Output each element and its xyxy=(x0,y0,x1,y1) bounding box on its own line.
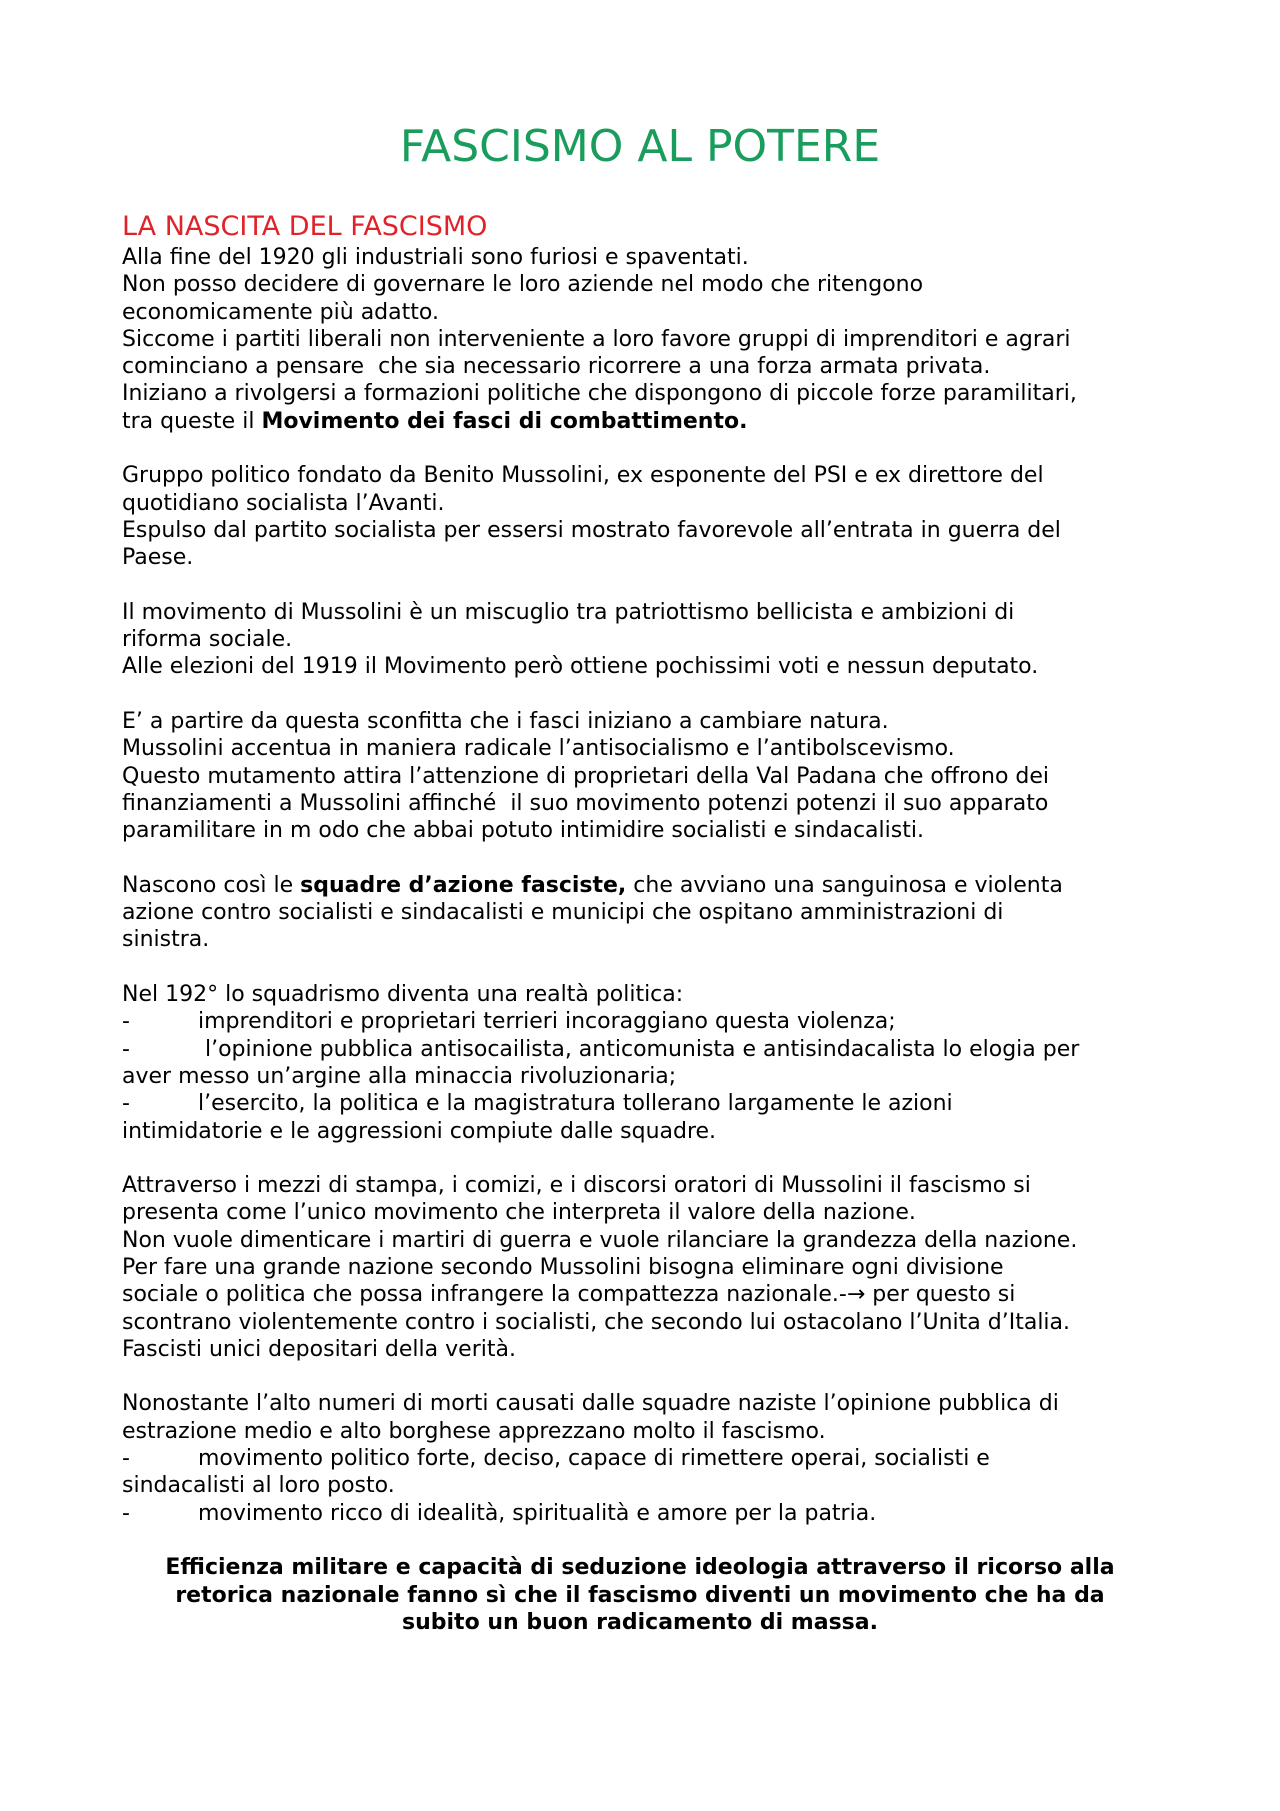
text-line: intimidatorie e le aggressioni compiute dalle squadre. xyxy=(122,1118,717,1144)
paragraph-8 xyxy=(122,1390,1158,1526)
text-line: sociale o politica che possa infrangere la compattezza nazionale.-→ per questo si xyxy=(122,1282,1016,1308)
text-line: Gruppo politico fondato da Benito Mussolini, ex esponente del PSI e ex direttore del xyxy=(122,463,1044,489)
text-line: presenta come l’unico movimento che interpreta il valore della nazione. xyxy=(122,1200,916,1226)
text-line: Questo mutamento attira l’attenzione di proprietari della Val Padana che offrono dei xyxy=(122,763,1050,789)
bullet-dash: - xyxy=(122,1500,130,1526)
text-line: paramilitare in m odo che abbai potuto intimidire socialisti e sindacalisti. xyxy=(122,818,924,844)
text-line: estrazione medio e alto borghese apprezzano molto il fascismo. xyxy=(122,1418,826,1444)
text-line: scontrano violentemente contro i socialisti, che secondo lui ostacolano l’Unita d’Italia. xyxy=(122,1309,1071,1335)
bold-term: squadre d’azione fasciste, xyxy=(300,872,627,898)
conclusion-line: retorica nazionale fanno sì che il fascismo diventi un movimento che ha da xyxy=(175,1582,1105,1608)
text-line: cominciano a pensare che sia necessario ricorrere a una forza armata privata. xyxy=(122,354,991,380)
text-line: Attraverso i mezzi di stampa, i comizi, e i discorsi oratori di Mussolini il fascismo si xyxy=(122,1173,1031,1199)
paragraph-1 xyxy=(122,244,1158,435)
text-line: Non vuole dimenticare i martiri di guerra e vuole rilanciare la grandezza della nazione. xyxy=(122,1227,1078,1253)
bullet-text: movimento ricco di idealità, spiritualità e amore per la patria. xyxy=(198,1500,877,1526)
page-title: FASCISMO AL POTERE xyxy=(399,121,881,172)
text-run: che avviano una sanguinosa e violenta xyxy=(626,872,1063,898)
text-line: quotidiano socialista l’Avanti. xyxy=(122,490,445,516)
bullet-item xyxy=(122,1500,1158,1527)
text-line: Siccome i partiti liberali non interveniente a loro favore gruppi di imprenditori e agrari xyxy=(122,326,1071,352)
text-line: Iniziano a rivolgersi a formazioni politiche che dispongono di piccole forze paramilitari, xyxy=(122,381,1077,407)
bullet-item xyxy=(122,1445,1158,1472)
conclusion-line: Efficienza militare e capacità di seduzione ideologia attraverso il ricorso alla xyxy=(165,1555,1115,1581)
bullet-dash: - xyxy=(122,1036,130,1062)
text-line: Espulso dal partito socialista per essersi mostrato favorevole all’entrata in guerra del xyxy=(122,517,1061,543)
paragraph-3 xyxy=(122,599,1158,681)
text-line: sinistra. xyxy=(122,927,210,953)
text-line: azione contro socialisti e sindacalisti e municipi che ospitano amministrazioni di xyxy=(122,900,1004,926)
text-line: sindacalisti al loro posto. xyxy=(122,1473,395,1499)
text-line: Fascisti unici depositari della verità. xyxy=(122,1336,516,1362)
bullet-text: movimento politico forte, deciso, capace di rimettere operai, socialisti e xyxy=(198,1446,990,1472)
bullet-text: imprenditori e proprietari terrieri incoraggiano questa violenza; xyxy=(198,1009,896,1035)
text-line: Alla fine del 1920 gli industriali sono furiosi e spaventati. xyxy=(122,245,749,270)
text-line: Paese. xyxy=(122,545,194,571)
bullet-dash: - xyxy=(122,1446,130,1472)
text-line: riforma sociale. xyxy=(122,627,293,653)
text-line: aver messo un’argine alla minaccia rivoluzionaria; xyxy=(122,1063,677,1089)
paragraph-6 xyxy=(122,981,1158,1145)
bullet-text: l’esercito, la politica e la magistratura tollerano largamente le azioni xyxy=(198,1091,953,1117)
bullet-item xyxy=(122,1090,1158,1117)
text-line xyxy=(122,408,1158,435)
bullet-item xyxy=(122,1036,1158,1063)
text-line xyxy=(122,872,1158,899)
text-line: Il movimento di Mussolini è un miscuglio tra patriottismo bellicista e ambizioni di xyxy=(122,599,1015,625)
conclusion-paragraph xyxy=(122,1554,1158,1636)
text-line: Non posso decidere di governare le loro aziende nel modo che ritengono xyxy=(122,272,924,298)
bullet-item xyxy=(122,1008,1158,1035)
text-run: tra queste il xyxy=(122,408,262,434)
paragraph-5 xyxy=(122,872,1158,954)
text-line: Alle elezioni del 1919 il Movimento però ottiene pochissimi voti e nessun deputato. xyxy=(122,654,1039,680)
paragraph-4 xyxy=(122,708,1158,844)
text-line: Mussolini accentua in maniera radicale l’antisocialismo e l’antibolscevismo. xyxy=(122,736,955,762)
conclusion-line: subito un buon radicamento di massa. xyxy=(402,1609,878,1635)
text-run: Nascono così le xyxy=(122,872,301,898)
text-line: economicamente più adatto. xyxy=(122,299,439,325)
text-line: Per fare una grande nazione secondo Mussolini bisogna eliminare ogni divisione xyxy=(122,1254,1004,1280)
bold-term: Movimento dei fasci di combattimento. xyxy=(261,408,748,434)
text-line: E’ a partire da questa sconfitta che i fasci iniziano a cambiare natura. xyxy=(122,709,889,735)
text-line: Nel 192° lo squadrismo diventa una realtà politica: xyxy=(122,982,684,1008)
bullet-dash: - xyxy=(122,1009,130,1035)
section-heading: LA NASCITA DEL FASCISMO xyxy=(122,211,488,242)
bullet-dash: - xyxy=(122,1091,130,1117)
bullet-text: l’opinione pubblica antisocailista, anticomunista e antisindacalista lo elogia per xyxy=(198,1036,1080,1062)
paragraph-2 xyxy=(122,462,1158,571)
text-line: finanziamenti a Mussolini affinché il suo movimento potenzi potenzi il suo apparato xyxy=(122,790,1049,816)
paragraph-7 xyxy=(122,1172,1158,1363)
text-line: Nonostante l’alto numeri di morti causati dalle squadre naziste l’opinione pubblica di xyxy=(122,1391,1059,1417)
